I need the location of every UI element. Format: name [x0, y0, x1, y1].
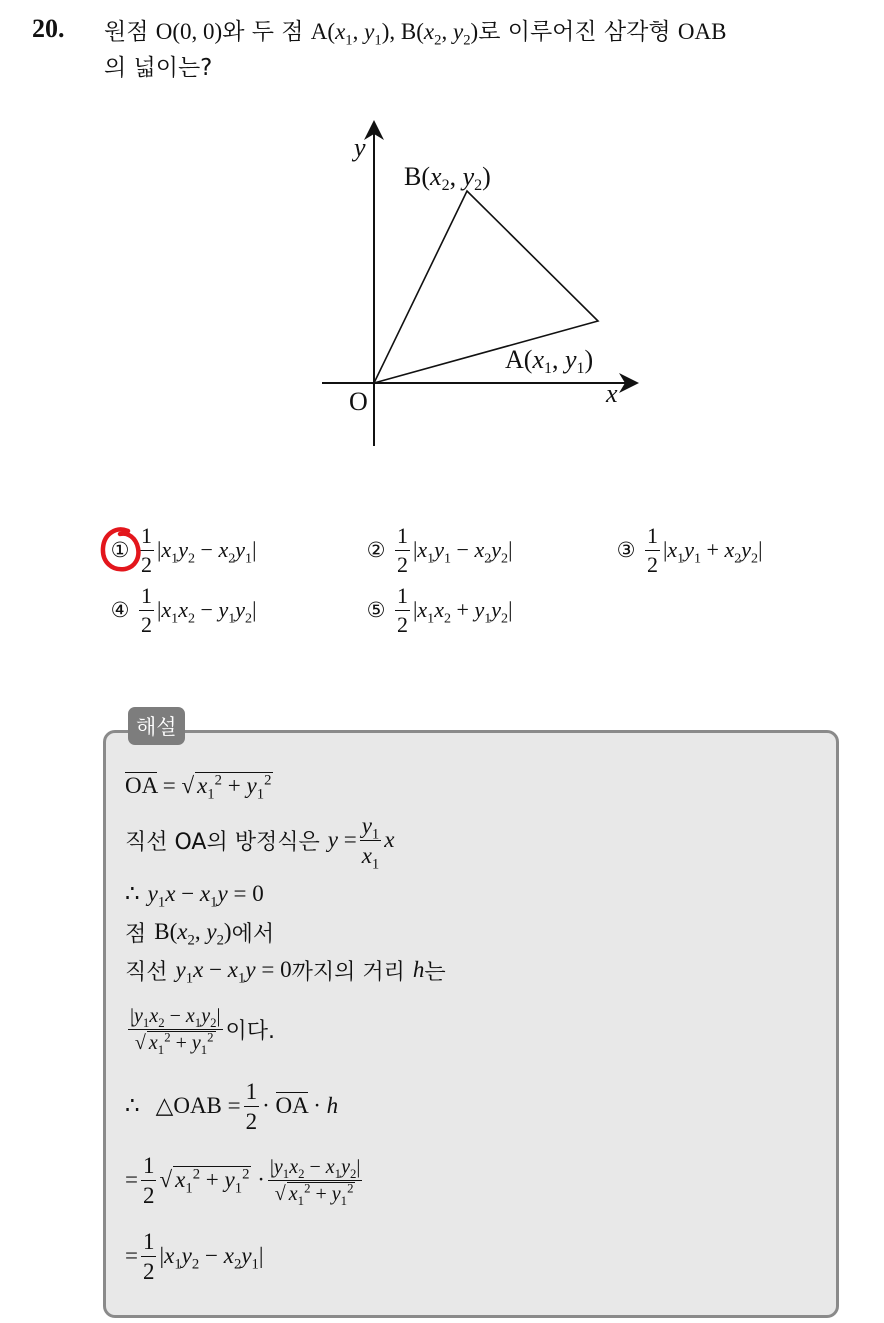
solution-line-5: 직선 $y_1x - x_1y = 0$ 까지의 거리 h 는 [125, 957, 446, 987]
choice-3[interactable]: ③ $\frac{1}{2}$ $|x_1y_1 + x_2y_2|$ [616, 522, 763, 577]
answer-mark-circle [98, 525, 144, 575]
point-b-label: B(x2, y2) [404, 162, 491, 194]
triangle-figure [300, 110, 660, 460]
solution-line-3: ∴ $y_1x - x_1y = 0$ [125, 881, 264, 911]
y-axis-label: y [354, 133, 366, 162]
solution-line-1: OA = √ $x_1^2 + y_1^2$ [125, 772, 272, 803]
solution-line-4: 점 $B(x_2$, $y_2$) 에서 [125, 919, 275, 949]
origin-label: O [349, 387, 368, 416]
solution-line-9: = $\frac{1}{2}$ $|x_1y_2 - x_2y_1|$ [125, 1228, 264, 1284]
choice-2[interactable]: ② $\frac{1}{2}$ $|x_1y_1 - x_2y_2|$ [366, 522, 513, 577]
solution-line-7: ∴ △OAB = $\frac{1}{2}$ · OA · h [125, 1078, 339, 1134]
solution-line-6: $\frac{|y_1x_2 - x_1y_2|}{√ x_1^2 + y_1^2}$ 이다. [130, 1004, 275, 1057]
x-axis-label: x [606, 379, 618, 408]
choice-4[interactable]: ④ $\frac{1}{2}$ $|x_1x_2 - y_1y_2|$ [110, 582, 257, 637]
solution-tag: 해설 [128, 707, 185, 745]
choice-5[interactable]: ⑤ $\frac{1}{2}$ $|x_1x_2 + y_1y_2|$ [366, 582, 513, 637]
question-number: 20. [32, 14, 65, 43]
solution-line-2: 직선 OA의 방정식은 y = $\frac{y_1}{x_1}$ x [125, 812, 395, 873]
choice-1[interactable]: ① $\frac{1}{2}$ $|x_1y_2 - x_2y_1|$ [110, 522, 257, 577]
point-a-label: A(x1, y1) [505, 345, 594, 377]
question-text: 원점 O(0, 0)와 두 점 $A(x_1$, $y_1$), $B(x_2$, $y_2$)로 이루어진 삼각형 OAB 의 넓이는? [104, 19, 727, 81]
solution-line-8: = $\frac{1}{2}$ √ $x_1^2 + y_1^2$ · $\frac{|y_1x_2 - x_1y_2|}{√ x_1^2 + y_1^2}$ [125, 1152, 361, 1208]
